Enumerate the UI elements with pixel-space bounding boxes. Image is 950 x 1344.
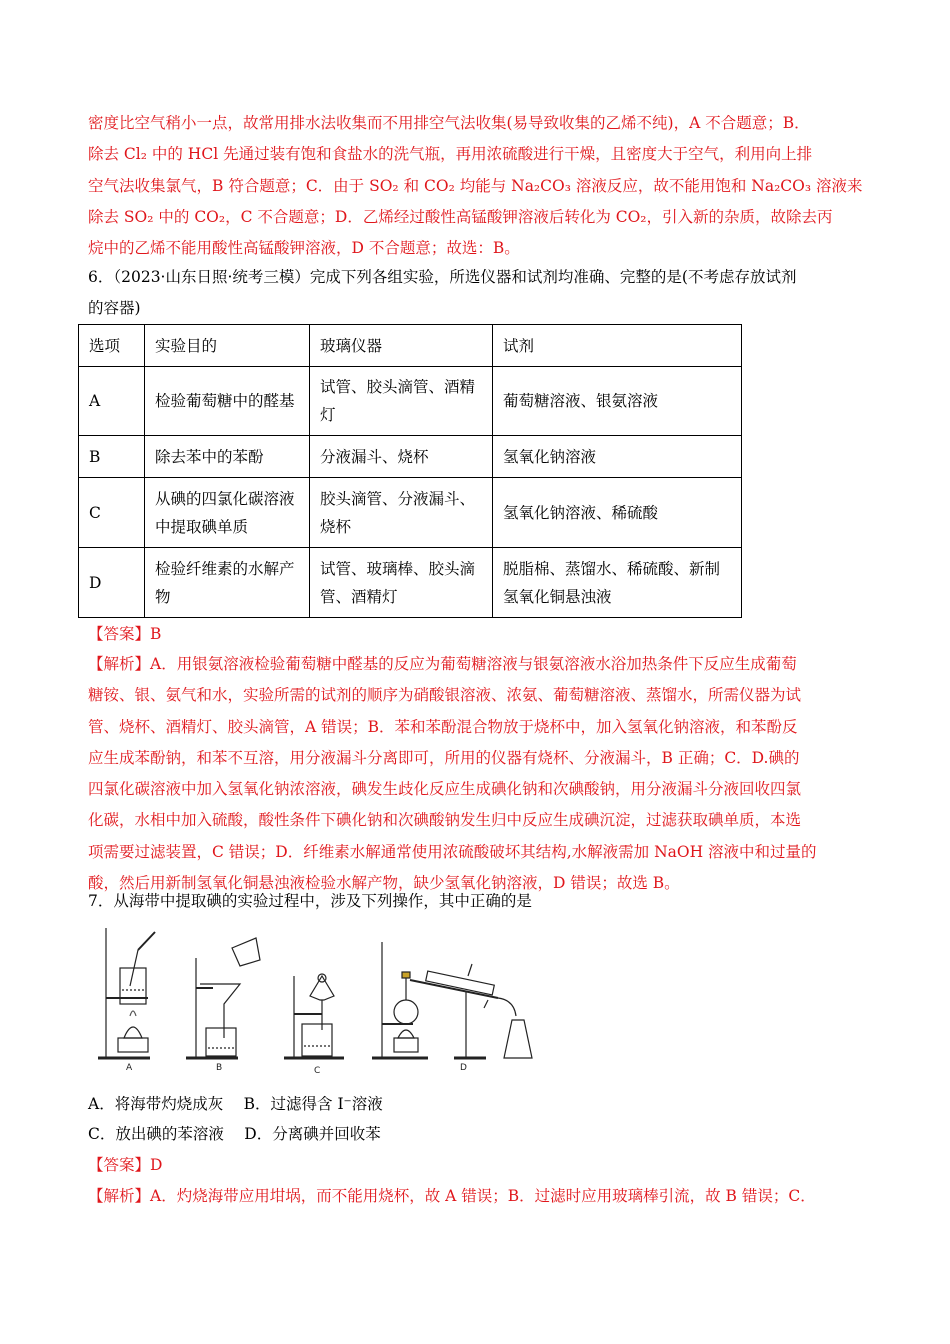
figure-label-a: A [126,1063,133,1073]
table-cell: 氢氧化钠溶液、稀硫酸 [493,478,742,548]
table-row [79,548,742,618]
table-cell: 氢氧化钠溶液 [493,436,742,478]
table-header-cell: 选项 [79,325,145,367]
table-cell: B [79,436,145,478]
table-cell: 葡萄糖溶液、银氨溶液 [493,367,742,436]
table-cell: A [79,367,145,436]
analysis-line: 四氯化碳溶液中加入氢氧化钠浓溶液，碘发生歧化反应生成碘化钠和次碘酸钠，用分液漏斗分液回收四氯 [88,780,802,799]
analysis-line: 化碳，水相中加入硫酸，酸性条件下碘化钠和次碘酸钠发生归中反应生成碘沉淀，过滤获取碘单质，本选 [88,811,802,830]
analysis-7: 【解析】A．灼烧海带应用坩埚，而不能用烧杯，故 A 错误；B．过滤时应用玻璃棒引流，故 B 错误；C． [88,1187,816,1205]
analysis-line: 糖铵、银、氨气和水，实验所需的试剂的顺序为硝酸银溶液、浓氨、葡萄糖溶液、蒸馏水，所需仪器为试 [88,686,802,705]
table-cell: 试管、胶头滴管、酒精灯 [310,367,493,436]
apparatus-d-distillation [372,942,532,1058]
table-cell: C [79,478,145,548]
analysis-6 [88,649,863,899]
analysis-line: 应生成苯酚钠，和苯不互溶，用分液漏斗分离即可，所用的仪器有烧杯、分液漏斗，B 正确；C．D.碘的 [88,748,800,767]
prev-analysis-line: 空气法收集氯气，B 符合题意；C．由于 SO₂ 和 CO₂ 均能与 Na₂CO₃ 溶液反应，故不能用饱和 Na₂CO₃ 溶液来 [88,176,863,195]
apparatus-c-separatory-funnel [284,974,344,1058]
table-cell: 检验葡萄糖中的醛基 [145,367,310,436]
table-cell: 脱脂棉、蒸馏水、稀硫酸、新制氢氧化铜悬浊液 [493,548,742,618]
prev-analysis-line: 密度比空气稍小一点，故常用排水法收集而不用排空气法收集(易导致收集的乙烯不纯)，A 不合题意；B． [88,114,810,132]
table-cell: 试管、玻璃棒、胶头滴管、酒精灯 [310,548,493,618]
table-row [79,478,742,548]
table-cell: 从碘的四氯化碳溶液中提取碘单质 [145,478,310,548]
question-6-stem [88,262,863,325]
table-header-cell: 试剂 [493,325,742,367]
apparatus-figure [88,920,548,1075]
table-row [79,436,742,478]
options-table [78,324,742,618]
table-row [79,367,742,436]
prev-analysis-line: 除去 SO₂ 中的 CO₂，C 不合题意；D．乙烯经过酸性高锰酸钾溶液后转化为 CO₂，引入新的杂质，故除去丙 [88,207,833,226]
figure-label-b: B [216,1063,223,1073]
answer-6: 【答案】B [88,625,162,643]
prev-analysis [88,108,863,264]
question-stem-line: 的容器) [88,299,141,318]
figure-label-c: C [314,1066,321,1075]
analysis-line: 管、烧杯、酒精灯、胶头滴管，A 错误；B．苯和苯酚混合物放于烧杯中，加入氢氧化钠溶液，和苯酚反 [88,717,798,736]
table-cell: 除去苯中的苯酚 [145,436,310,478]
table-header-cell: 玻璃仪器 [310,325,493,367]
answer-7: 【答案】D [88,1156,163,1174]
question-stem-line: 6．（2023·山东日照·统考三模）完成下列各组实验，所选仪器和试剂均准确、完整的是(不考虑存放试剂 [88,268,797,286]
analysis-line: 项需要过滤装置，C 错误；D．纤维素水解通常使用浓硫酸破坏其结构,水解液需加 NaOH 溶液中和过量的 [88,842,817,861]
question-7-stem: 7．从海带中提取碘的实验过程中，涉及下列操作，其中正确的是 [88,892,532,910]
apparatus-a-beaker-heating [98,928,155,1058]
table-cell: D [79,548,145,618]
prev-analysis-line: 烷中的乙烯不能用酸性高锰酸钾溶液，D 不合题意；故选：B。 [88,239,520,258]
options-line-2: C．放出碘的苯溶液 D．分离碘并回收苯 [88,1125,381,1143]
table-header-row [79,325,742,367]
table-cell: 检验纤维素的水解产物 [145,548,310,618]
analysis-line: 【解析】A．用银氨溶液检验葡萄糖中醛基的反应为葡萄糖溶液与银氨溶液水浴加热条件下反应生成葡萄 [88,655,797,673]
prev-analysis-line: 除去 Cl₂ 中的 HCl 先通过装有饱和食盐水的洗气瓶，再用浓硫酸进行干燥，且密度大于空气，利用向上排 [88,145,813,164]
table-cell: 分液漏斗、烧杯 [310,436,493,478]
table-cell: 胶头滴管、分液漏斗、烧杯 [310,478,493,548]
figure-label-d: D [460,1063,467,1073]
table-header-cell: 实验目的 [145,325,310,367]
apparatus-b-filtration [186,938,260,1058]
options-line-1: A．将海带灼烧成灰 B．过滤得含 I⁻溶液 [88,1095,383,1113]
analysis-line: 酸，然后用新制氢氧化铜悬浊液检验水解产物，缺少氢氧化钠溶液，D 错误；故选 B。 [88,874,680,893]
